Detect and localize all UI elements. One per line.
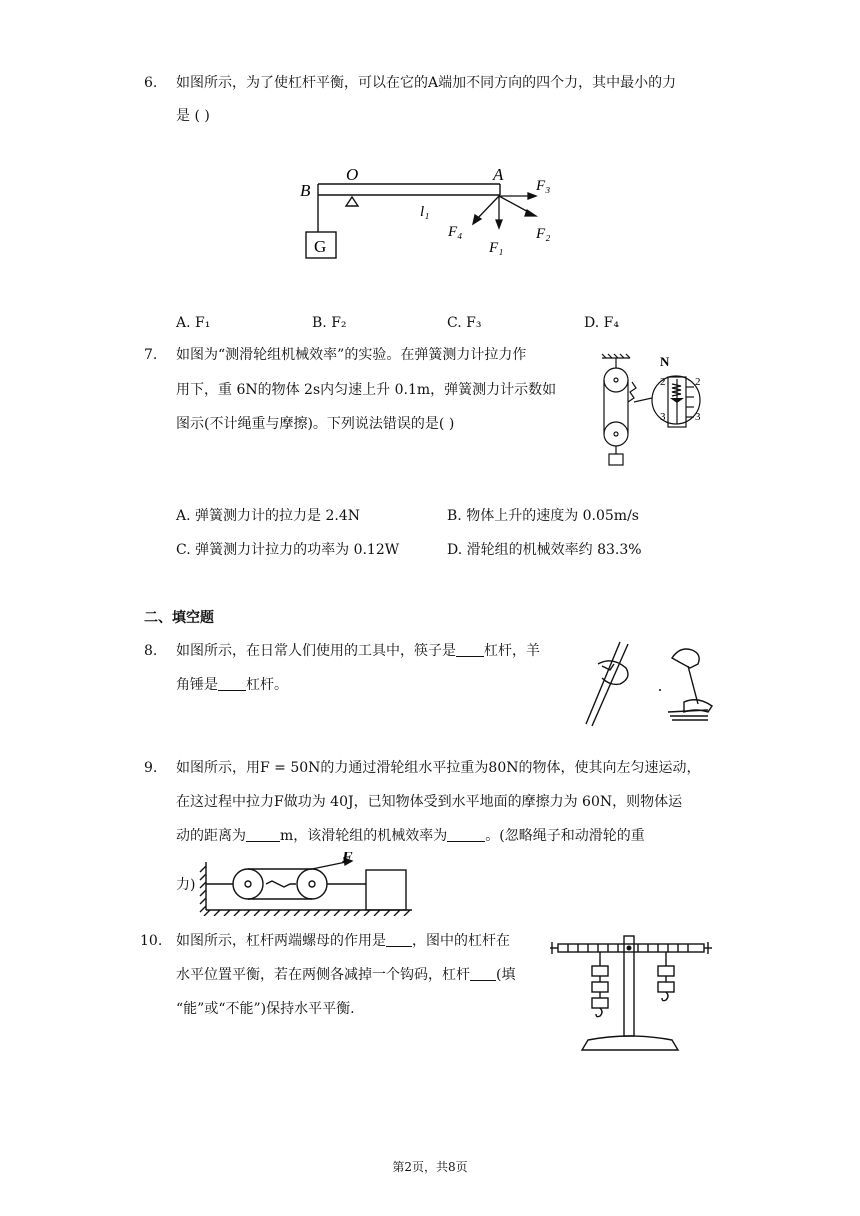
q9-text-line4: 力) xyxy=(176,877,196,893)
balance-lever-figure xyxy=(548,932,712,1058)
scale-mark-3-right: 3 xyxy=(695,411,701,423)
q7-text-line2: 用下，重 6N的物体 2s内匀速上升 0.1m，弹簧测力计示数如 xyxy=(176,382,557,398)
q10-number: 10. xyxy=(140,933,163,949)
q6-option-a[interactable]: A. F₁ xyxy=(176,315,211,331)
section-heading: 二、填空题 xyxy=(144,610,214,626)
label-l1: l₁ xyxy=(420,204,430,220)
q8-number: 8. xyxy=(144,643,158,659)
q9-blank-2[interactable] xyxy=(447,825,485,842)
label-F3: F₃ xyxy=(536,178,551,194)
q10-text-line2 xyxy=(176,958,515,992)
q7-option-d[interactable]: D. 滑轮组的机械效率约 83.3% xyxy=(447,542,642,558)
q10-text-c: 水平位置平衡，若在两侧各减掉一个钩码，杠杆 xyxy=(176,967,470,983)
q9-text-b: m，该滑轮组的机械效率为 xyxy=(280,828,448,844)
scale-mark-2-left: 2 xyxy=(660,376,666,388)
page-footer: 第2页，共8页 xyxy=(392,1160,468,1174)
scale-mark-2-right: 2 xyxy=(695,376,701,388)
q7-text-line3: 图示(不计绳重与摩擦)。下列说法错误的是( ) xyxy=(176,416,455,432)
q6-option-b[interactable]: B. F₂ xyxy=(312,315,347,331)
q8-text-line2 xyxy=(176,668,288,702)
scale-unit-N: N xyxy=(660,354,670,369)
q7-option-c[interactable]: C. 弹簧测力计拉力的功率为 0.12W xyxy=(176,542,400,558)
q10-text-line1 xyxy=(176,924,510,958)
chopsticks xyxy=(586,642,628,726)
label-F4: F₄ xyxy=(448,224,463,240)
right-pulley xyxy=(297,869,327,899)
q10-text-a: 如图所示，杠杆两端螺母的作用是 xyxy=(176,933,386,949)
label-F1: F₁ xyxy=(489,240,504,256)
scale-mark-3-left: 3 xyxy=(660,411,666,423)
q9-text-line1: 如图所示，用F = 50N的力通过滑轮组水平拉重为80N的物体，使其向左匀速运动， xyxy=(176,760,701,776)
label-B: B xyxy=(300,181,311,200)
pulley-block-figure xyxy=(196,852,418,916)
stand-base xyxy=(582,1036,678,1050)
label-F2: F₂ xyxy=(536,226,551,242)
q8-blank-1[interactable] xyxy=(456,640,484,657)
label-A: A xyxy=(493,165,504,184)
q6-option-d[interactable]: D. F₄ xyxy=(584,315,619,331)
fixed-pulley xyxy=(604,368,628,392)
q7-option-a[interactable]: A. 弹簧测力计的拉力是 2.4N xyxy=(176,508,360,524)
q9-blank-1[interactable] xyxy=(246,825,280,842)
moving-pulley xyxy=(604,422,628,446)
lever-figure xyxy=(296,162,566,266)
q10-blank-2[interactable] xyxy=(470,964,496,981)
claw-hammer xyxy=(668,649,712,720)
q6-text-line1: 如图所示，为了使杠杆平衡，可以在它的A端加不同方向的四个力，其中最小的力 xyxy=(176,75,677,91)
label-O: O xyxy=(346,165,359,184)
q7-option-b[interactable]: B. 物体上升的速度为 0.05m/s xyxy=(447,508,639,524)
tools-figure xyxy=(580,636,726,730)
q8-text-b: 杠杆，羊 xyxy=(484,643,540,659)
block xyxy=(366,870,406,910)
q9-text-line3 xyxy=(176,819,645,853)
q10-text-d: (填 xyxy=(496,967,516,983)
q9-number: 9. xyxy=(144,760,158,776)
stand-post xyxy=(624,936,634,1036)
q10-text-line3: “能”或“不能”)保持水平平衡. xyxy=(176,1001,355,1017)
fulcrum xyxy=(346,197,358,206)
q6-option-c[interactable]: C. F₃ xyxy=(447,315,482,331)
force-arrows xyxy=(473,193,536,228)
q7-number: 7. xyxy=(144,347,158,363)
q8-text-c: 角锤是 xyxy=(176,677,218,693)
q6-text-line2: 是 ( ) xyxy=(176,108,210,124)
q8-text-a: 如图所示，在日常人们使用的工具中，筷子是 xyxy=(176,643,456,659)
q8-text-line1 xyxy=(176,634,540,668)
q9-text-a: 动的距离为 xyxy=(176,828,246,844)
left-pulley xyxy=(233,869,263,899)
pulley-spring-figure xyxy=(594,352,714,472)
q8-blank-2[interactable] xyxy=(218,674,246,691)
label-F: F xyxy=(342,852,353,866)
q10-blank-1[interactable] xyxy=(386,930,412,947)
q8-text-d: 杠杆。 xyxy=(246,677,288,693)
hanging-weight xyxy=(609,454,623,465)
q9-text-line2: 在这过程中拉力F做功为 40J，已知物体受到水平地面的摩擦力为 60N，则物体运 xyxy=(176,794,683,810)
dot xyxy=(659,689,661,691)
q10-text-b: ，图中的杠杆在 xyxy=(412,933,510,949)
pivot xyxy=(627,946,632,951)
q9-text-c: 。(忽略绳子和动滑轮的重 xyxy=(485,828,645,844)
q6-number: 6. xyxy=(144,75,158,91)
q7-text-line1: 如图为“测滑轮组机械效率”的实验。在弹簧测力计拉力作 xyxy=(176,347,527,363)
label-G: G xyxy=(314,237,327,256)
